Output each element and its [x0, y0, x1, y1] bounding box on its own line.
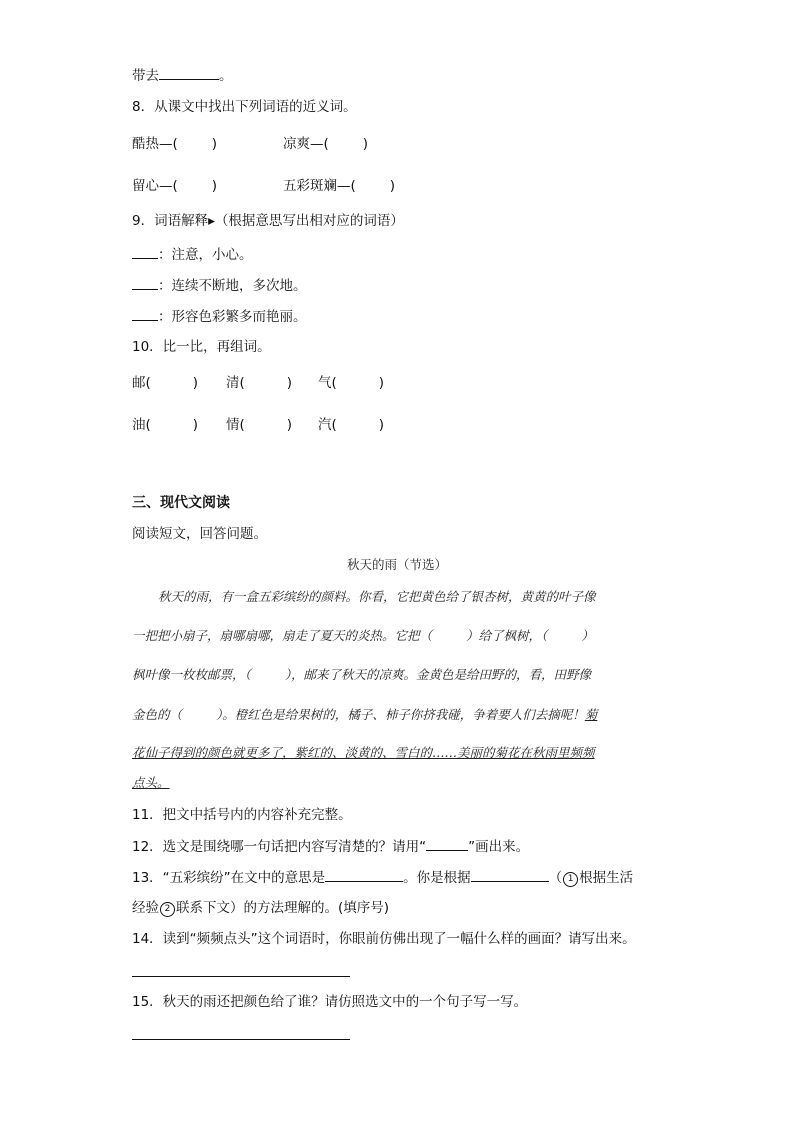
- q13-text: 联系下文）的方法理解的。(填序号): [176, 900, 390, 916]
- q10-item[interactable]: [226, 374, 292, 392]
- q13-answer-blank-2[interactable]: [471, 868, 549, 882]
- q10-item[interactable]: [132, 374, 198, 392]
- q9-stem: 9．词语解释▸（根据意思写出相对应的词语）: [132, 213, 404, 229]
- q10-char: 邮(: [132, 375, 151, 391]
- q9-answer-blank[interactable]: [132, 276, 158, 290]
- q8-word: 酷热—(: [132, 136, 178, 152]
- q10-close: ): [378, 375, 385, 391]
- circled-number-2: 2: [160, 902, 175, 917]
- q9-definition: ：注意，小心。: [158, 247, 253, 263]
- passage-title: 秋天的雨（节选）: [346, 557, 447, 572]
- section-heading: 三、现代文阅读: [132, 495, 230, 511]
- q13-text: 。你是根据: [403, 870, 471, 886]
- passage-text: ）: [581, 628, 594, 643]
- q10-close: ): [286, 417, 293, 433]
- q13-stem-line-2: [132, 899, 389, 917]
- section-intro: 阅读短文，回答问题。: [132, 526, 267, 542]
- passage-text: ）。橙红色是给果树的，橘子、柿子你挤我碰，争着要人们去摘呢！: [216, 707, 585, 722]
- passage-text: 金色的（: [132, 707, 183, 722]
- q13-text: （: [548, 870, 563, 886]
- q12-text: ”画出来。: [468, 839, 530, 855]
- q10-close: ): [192, 375, 199, 391]
- q10-char: 情(: [226, 417, 245, 433]
- passage-text: 枫叶像一枚枚邮票，（: [132, 667, 251, 682]
- q10-close: ): [192, 417, 199, 433]
- q8-stem: 8．从课文中找出下列词语的近义词。: [132, 99, 357, 115]
- passage-line-3: [132, 666, 662, 684]
- q10-char: 油(: [132, 417, 151, 433]
- q13-text: 经验: [132, 900, 159, 916]
- passage-line-5: 花仙子得到的颜色就更多了，紫红的、淡黄的、雪白的……美丽的菊花在秋雨里频频: [132, 745, 595, 760]
- q7-tail-text: 带去: [132, 68, 159, 84]
- q8-item-2[interactable]: [283, 135, 368, 153]
- q8-close: ): [389, 178, 396, 194]
- q8-word: 留心—(: [132, 178, 178, 194]
- q13-text: 13．“五彩缤纷”在文中的意思是: [132, 870, 326, 886]
- q15-answer-line[interactable]: [132, 1039, 350, 1040]
- q10-stem: 10．比一比，再组词。: [132, 339, 271, 355]
- q15-stem: 15．秋天的雨还把颜色给了谁？请仿照选文中的一个句子写一写。: [132, 994, 528, 1010]
- q8-item-4[interactable]: [283, 177, 395, 195]
- q8-word: 五彩斑斓—(: [283, 178, 356, 194]
- passage-underlined-text: 菊: [584, 707, 598, 722]
- q10-char: 气(: [318, 375, 337, 391]
- passage-line-1: 秋天的雨，有一盒五彩缤纷的颜料。你看，它把黄色给了银杏树，黄黄的叶子像: [158, 589, 596, 604]
- q13-stem-line-1: [132, 868, 633, 887]
- circled-number-1: 1: [563, 872, 578, 887]
- q9-item-1: [132, 245, 253, 264]
- q10-char: 汽(: [318, 417, 337, 433]
- q9-definition: ：连续不断地，多次地。: [158, 278, 307, 294]
- q8-close: ): [362, 136, 369, 152]
- q10-item[interactable]: [226, 416, 292, 434]
- q10-item[interactable]: [318, 374, 384, 392]
- q9-definition: ：形容色彩繁多而艳丽。: [158, 309, 307, 325]
- q9-item-3: [132, 307, 307, 326]
- passage-line-6: 点头。: [132, 775, 170, 790]
- q13-text: 根据生活: [579, 870, 634, 886]
- q10-char: 清(: [226, 375, 245, 391]
- q8-item-1[interactable]: [132, 135, 217, 153]
- q12-stem: [132, 837, 529, 856]
- q8-close: ): [211, 178, 218, 194]
- q11-stem: 11．把文中括号内的内容补充完整。: [132, 807, 352, 823]
- q13-answer-blank-1[interactable]: [325, 868, 403, 882]
- passage-text: ），邮来了秋天的凉爽。金黄色是给田野的，看，田野像: [284, 667, 592, 682]
- q14-answer-line[interactable]: [132, 976, 350, 977]
- passage-line-4: [132, 706, 662, 724]
- q7-tail-end: 。: [219, 68, 233, 84]
- q14-stem: 14．读到“频频点头”这个词语时，你眼前仿佛出现了一幅什么样的画面？请写出来。: [132, 931, 636, 947]
- passage-text: 一把把小扇子，扇哪扇哪，扇走了夏天的炎热。它把（: [132, 628, 433, 643]
- q8-word: 凉爽—(: [283, 136, 329, 152]
- q7-tail-line: [132, 66, 233, 85]
- q8-close: ): [211, 136, 218, 152]
- q10-close: ): [378, 417, 385, 433]
- q9-answer-blank[interactable]: [132, 307, 158, 321]
- q10-item[interactable]: [318, 416, 384, 434]
- q7-answer-blank[interactable]: [159, 66, 219, 80]
- q9-item-2: [132, 276, 307, 295]
- q8-item-3[interactable]: [132, 177, 217, 195]
- q10-item[interactable]: [132, 416, 198, 434]
- passage-line-2: [132, 627, 662, 645]
- q10-close: ): [286, 375, 293, 391]
- q12-text: 12．选文是围绕哪一句话把内容写清楚的？请用“: [132, 839, 427, 855]
- q12-blank: [426, 837, 468, 851]
- q9-answer-blank[interactable]: [132, 245, 158, 259]
- passage-text: ）给了枫树，（: [466, 628, 548, 643]
